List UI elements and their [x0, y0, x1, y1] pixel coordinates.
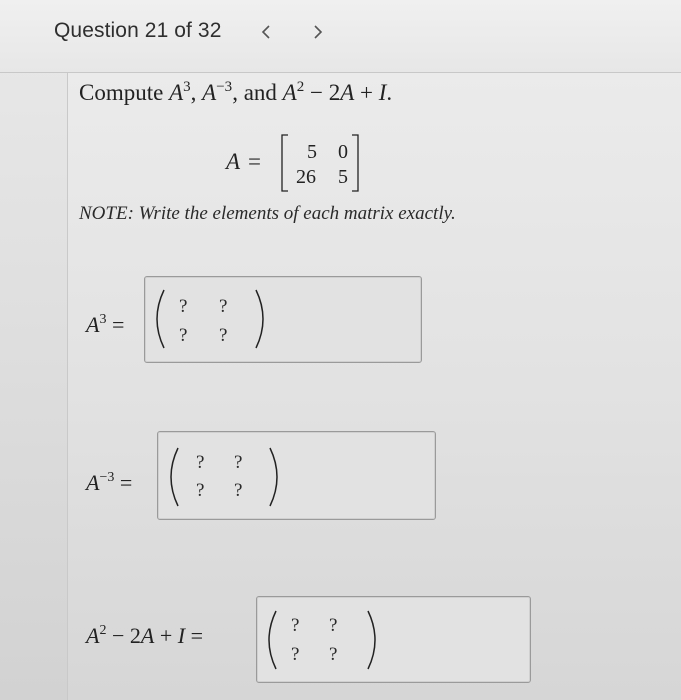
a-cubed-cell-0-1[interactable]: ? — [219, 296, 228, 317]
a-cubed-cell-0-0[interactable]: ? — [179, 296, 188, 317]
a-squared-expression-cell-1-1[interactable]: ? — [329, 644, 338, 665]
matrix-cell-0-0: 5 — [307, 141, 317, 163]
a-inverse-cubed-cell-0-0[interactable]: ? — [196, 452, 205, 473]
matrix-cell-0-1: 0 — [338, 141, 348, 163]
paren-a-inverse-cubed — [164, 442, 284, 512]
svg-text:=: = — [248, 149, 261, 174]
answer-label-a-cubed: $A^3$ = — [86, 312, 125, 337]
problem-statement: Compute $A^3$, $A^{-3}$, and $A^2 - 2A + I$. — [79, 79, 393, 105]
instruction-note: NOTE: Write the elements of each matrix exactly. — [79, 203, 456, 224]
compute-word: Compute — [79, 80, 164, 105]
left-bracket — [282, 135, 288, 191]
a-cubed-cell-1-1[interactable]: ? — [219, 325, 228, 346]
question-counter: Question 21 of 32 — [54, 19, 222, 42]
matrix-a-display — [226, 132, 376, 194]
paren-a-squared-expression — [262, 605, 382, 675]
answer-label-a-inverse-cubed: $A^{-3}$ = — [86, 470, 133, 495]
chevron-right-icon — [312, 23, 324, 41]
next-question-button[interactable] — [306, 18, 330, 46]
and-word: and — [243, 80, 277, 105]
matrix-cell-1-1: 5 — [338, 166, 348, 188]
a-inverse-cubed-cell-0-1[interactable]: ? — [234, 452, 243, 473]
question-header — [0, 0, 681, 73]
given-matrix — [226, 132, 376, 200]
a-inverse-cubed-cell-1-0[interactable]: ? — [196, 480, 205, 501]
chevron-left-icon — [260, 23, 272, 41]
a-squared-expression-cell-1-0[interactable]: ? — [291, 644, 300, 665]
answer-label-a-squared-expression: $A^2 - 2A + I$ = — [86, 623, 203, 648]
a-squared-expression-cell-0-0[interactable]: ? — [291, 615, 300, 636]
a-inverse-cubed-cell-1-1[interactable]: ? — [234, 480, 243, 501]
a-squared-expression-cell-0-1[interactable]: ? — [329, 615, 338, 636]
a-cubed-cell-1-0[interactable]: ? — [179, 325, 188, 346]
previous-question-button[interactable] — [254, 18, 278, 46]
right-bracket — [352, 135, 358, 191]
matrix-symbol: A — [226, 149, 241, 174]
paren-a-cubed — [150, 284, 270, 354]
matrix-cell-1-0: 26 — [296, 166, 316, 188]
